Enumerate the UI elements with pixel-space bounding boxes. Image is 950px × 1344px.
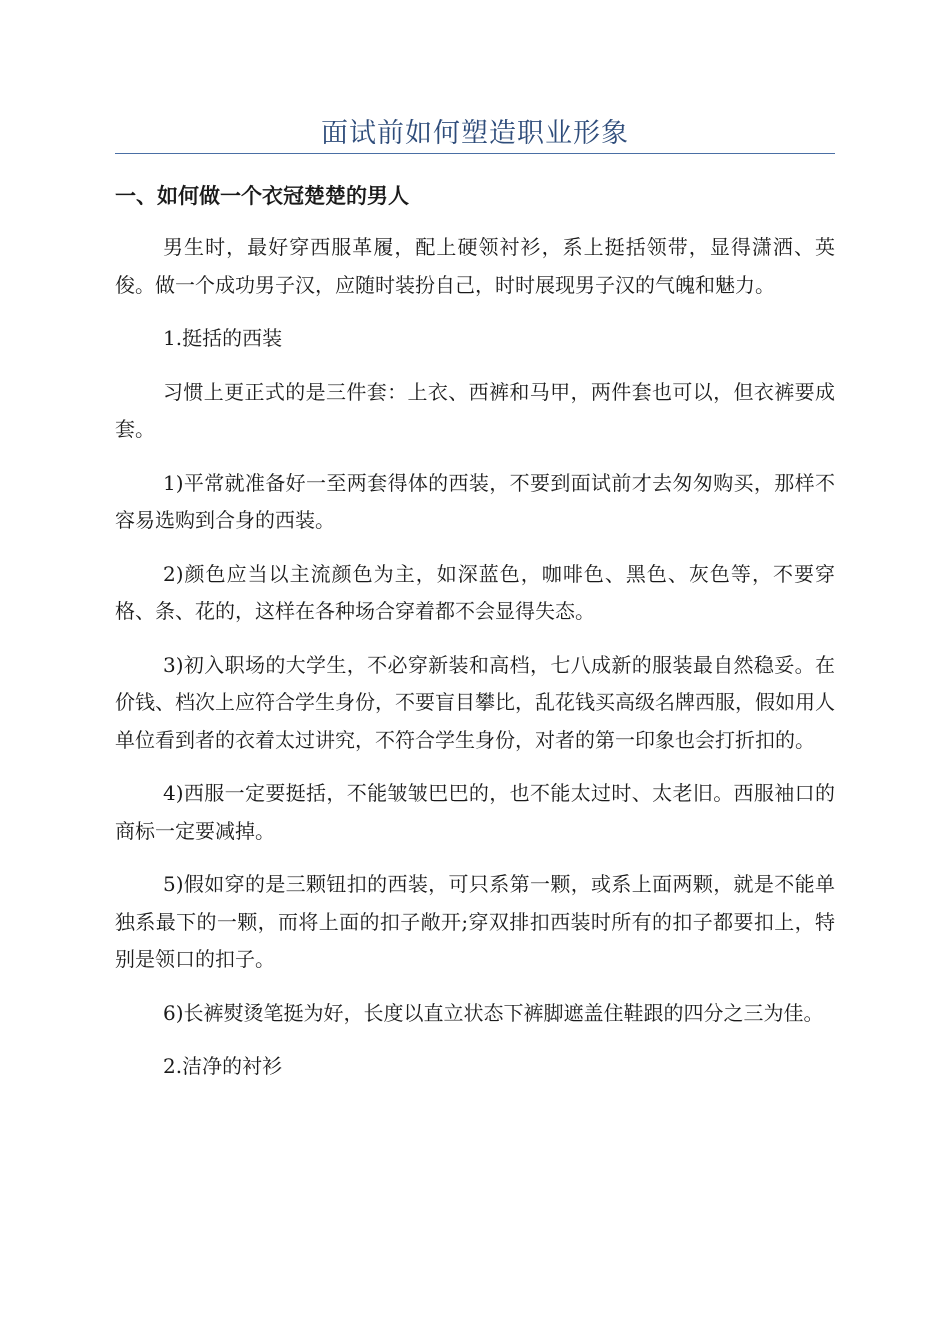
list-item: 2)颜色应当以主流颜色为主，如深蓝色，咖啡色、黑色、灰色等，不要穿格、条、花的，这样在各种场合穿着都不会显得失态。 bbox=[115, 561, 835, 623]
list-item: 6)长裤熨烫笔挺为好，长度以直立状态下裤脚遮盖住鞋跟的四分之三为佳。 bbox=[163, 1000, 824, 1025]
list-item: 5)假如穿的是三颗钮扣的西装，可只系第一颗，或系上面两颗，就是不能单独系最下的一颗，而将上面的扣子敞开;穿双排扣西装时所有的扣子都要扣上，特别是领口的扣子。 bbox=[115, 872, 835, 971]
subheading-suit: 1.挺括的西装 bbox=[163, 326, 283, 350]
title-underline bbox=[115, 153, 835, 154]
list-item: 3)初入职场的大学生，不必穿新装和高档，七八成新的服装最自然稳妥。在价钱、档次上应符合学生身份，不要盲目攀比，乱花钱买高级名牌西服，假如用人单位看到者的衣着太过讲究，不符合学生身份，对者的第一印象也会打折扣的。 bbox=[115, 652, 835, 752]
paragraph: 男生时，最好穿西服革履，配上硬领衬衫，系上挺括领带，显得潇洒、英俊。做一个成功男子汉，应随时装扮自己，时时展现男子汉的气魄和魅力。 bbox=[115, 235, 835, 297]
list-item: 4)西服一定要挺括，不能皱皱巴巴的，也不能太过时、太老旧。西服袖口的商标一定要减掉。 bbox=[115, 781, 835, 843]
document-body bbox=[115, 229, 835, 1102]
subheading-shirt: 2.洁净的衬衫 bbox=[163, 1054, 283, 1078]
list-item: 1)平常就准备好一至两套得体的西装，不要到面试前才去匆匆购买，那样不容易选购到合身的西装。 bbox=[115, 470, 835, 532]
paragraph: 习惯上更正式的是三件套：上衣、西裤和马甲，两件套也可以，但衣裤要成套。 bbox=[115, 379, 835, 441]
section-heading: 一、如何做一个衣冠楚楚的男人 bbox=[115, 184, 409, 208]
document-title: 面试前如何塑造职业形象 bbox=[321, 118, 629, 149]
